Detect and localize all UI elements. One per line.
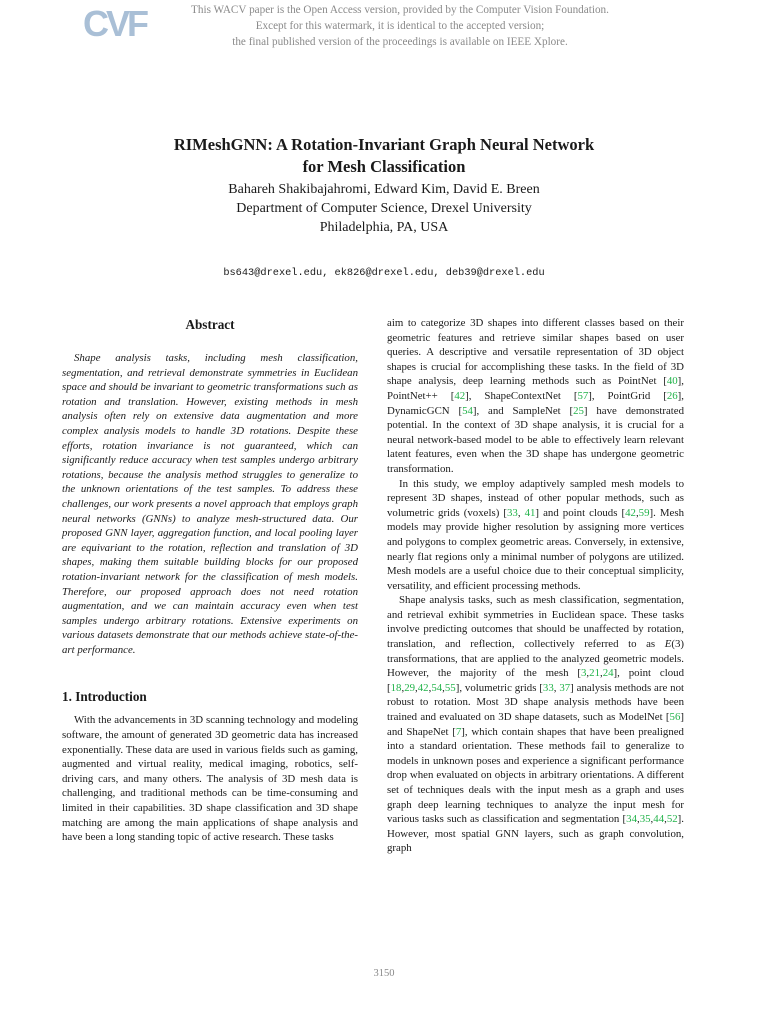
citation-link[interactable]: 35 [639, 813, 651, 826]
paper-title [84, 134, 684, 178]
author-location: Philadelphia, PA, USA [319, 220, 449, 235]
citation-link[interactable]: 33 [542, 681, 554, 694]
citation-link[interactable]: 37 [559, 681, 571, 694]
citation-link[interactable]: 29 [404, 681, 416, 694]
citation-link[interactable]: 57 [577, 389, 589, 402]
open-access-watermark [150, 2, 650, 50]
citation-link[interactable]: 7 [455, 725, 462, 738]
body-paragraph: aim to categorize 3D shapes into different classes based on their geometric features and retrieve similar shapes based on user queries. A descriptive and versatile representation of 3D object shapes is crucial for accomplishing these tasks. In the field of 3D shape analysis, deep learning methods such as PointNet [40], PointNet++ [42], ShapeContextNet [57], PointGrid [26], DynamicGCN [54], and SampleNet [25] have demonstrated potential. In the context of 3D shape analysis, it is crucial for a neural network-based model to be able to effectively learn relevant latent features, even when the 3D shape has undergone geometric transformation. [387, 317, 685, 475]
math-argument: (3) [671, 638, 684, 651]
abstract-heading: Abstract [185, 317, 235, 332]
citation-link[interactable]: 44 [653, 813, 665, 826]
watermark-line: Except for this watermark, it is identical to the accepted version; [255, 20, 545, 32]
citation-link[interactable]: 42 [417, 681, 429, 694]
citation-link[interactable]: 21 [589, 667, 600, 680]
citation-link[interactable]: 42 [454, 389, 466, 402]
watermark-line: This WACV paper is the Open Access version, provided by the Computer Vision Foundation. [191, 4, 609, 16]
body-paragraph: In this study, we employ adaptively sampled mesh models to represent 3D shapes, instead of other popular methods, such as volumetric grids (voxels) [33, 41] and point clouds [42,59]. Mesh models may provide higher resolution by assigning more vertices and polygons to complex geometric areas. Conversely, in extensive, nearly flat regions only a minimal number of polygons are utilized. Mesh models are a useful choice due to their conceptual simplicity, versatility, and efficient processing methods. [387, 477, 684, 592]
citation-link[interactable]: 54 [431, 681, 443, 694]
page-number: 3150 [373, 968, 395, 979]
author-names: Bahareh Shakibajahromi, Edward Kim, David E. Breen [228, 182, 540, 197]
intro-paragraph: With the advancements in 3D scanning technology and modeling software, the amount of generated 3D geometric data has increased exponentially. These data are used in various fields such as gaming, augmented and virtual reality, medical imaging, robotics, self-driving cars, and many others. The analysis of 3D mesh data is challenging, and traditional methods can be time-consuming and limited in their capabilities. 3D shape classification and 3D shape matching are among the main applications of shape analysis and have been a long standing topic of active research. These tasks [62, 714, 358, 844]
citation-link[interactable]: 25 [573, 404, 584, 417]
citation-link[interactable]: 33 [506, 506, 518, 519]
citation-link[interactable]: 56 [669, 711, 681, 724]
author-emails: bs643@drexel.edu, ek826@drexel.edu, deb39@drexel.edu [223, 267, 545, 279]
citation-link[interactable]: 42 [625, 506, 636, 519]
citation-link[interactable]: 18 [390, 681, 402, 694]
title-line: RIMeshGNN: A Rotation-Invariant Graph Neural Network [173, 135, 595, 154]
citation-link[interactable]: 41 [524, 506, 536, 519]
citation-link[interactable]: 26 [666, 389, 678, 402]
citation-link[interactable]: 59 [638, 506, 650, 519]
author-affiliation: Department of Computer Science, Drexel University [236, 201, 532, 216]
citation-link[interactable]: 24 [602, 667, 614, 680]
citation-link[interactable]: 34 [626, 813, 637, 826]
citation-link[interactable]: 3 [581, 667, 587, 680]
right-column [387, 316, 684, 856]
title-line: for Mesh Classification [302, 157, 466, 176]
body-paragraph: Shape analysis tasks, such as mesh classification, segmentation, and retrieval exhibit symmetries in Euclidean space. These tasks involve predicting outcomes that should be unaffected by rotation, translation, and reflection, collectively referred to as E(3) transformations, that are applied to the analyzed geometric models. However, the majority of the mesh [3,21,24], point cloud [18,29,42,54,55], volumetric grids [33, 37] analysis methods are not robust to rotation. Most 3D shape analysis methods have been trained and evaluated on 3D shape datasets, such as ModelNet [56] and ShapeNet [7], which contain shapes that have been prealigned into a standard orientation. These methods fail to generalize to models in unknown poses and experience a significant performance drop when evaluated on objects in arbitrary orientations. A different set of techniques deals with the input mesh as a graph and uses graph deep learning techniques to analyze the input mesh for various tasks such as classification and segmentation [34,35,44,52]. However, most spatial GNN layers, such as graph convolution, graph [387, 594, 685, 855]
citation-link[interactable]: 55 [444, 681, 456, 694]
citation-link[interactable]: 52 [666, 813, 678, 826]
abstract-text: Shape analysis tasks, including mesh classification, segmentation, and retrieval demonstrate symmetries in Euclidean space and should be invariant to geometric transformations such as rotation and translation. However, existing methods in mesh analysis often rely on extensive data augmentation and more complex analysis models to handle 3D rotations. Despite these efforts, rotation invariance is not guaranteed, which can significantly reduce accuracy when test samples undergo arbitrary rotations, because the analysis method struggles to generalize to the unknown orientations of the test samples. To address these challenges, our work presents a novel approach that employs graph neural networks (GNNs) to analyze mesh-structured data. Our proposed GNN layer, aggregation function, and local pooling layer are equivariant to the rotation, reflection and translation of 3D shapes, making them suitable building blocks for our proposed rotation-invariant network for the classification of mesh models. Therefore, our proposed approach does not need rotation augmentation, and we can maintain accuracy even when test samples undergo arbitrary rotations. Extensive experiments on various datasets demonstrate that our methods achieve state-of-the-art performance. [62, 352, 358, 656]
watermark-line: the final published version of the proceedings is available on IEEE Xplore. [232, 36, 568, 48]
citation-link[interactable]: 54 [462, 404, 473, 417]
left-column [62, 316, 358, 845]
citation-link[interactable]: 40 [666, 375, 678, 388]
section-heading-introduction: 1. Introduction [62, 689, 147, 705]
author-block [84, 180, 684, 237]
cvf-logo: CVF [83, 3, 146, 44]
math-symbol: E [664, 638, 672, 651]
